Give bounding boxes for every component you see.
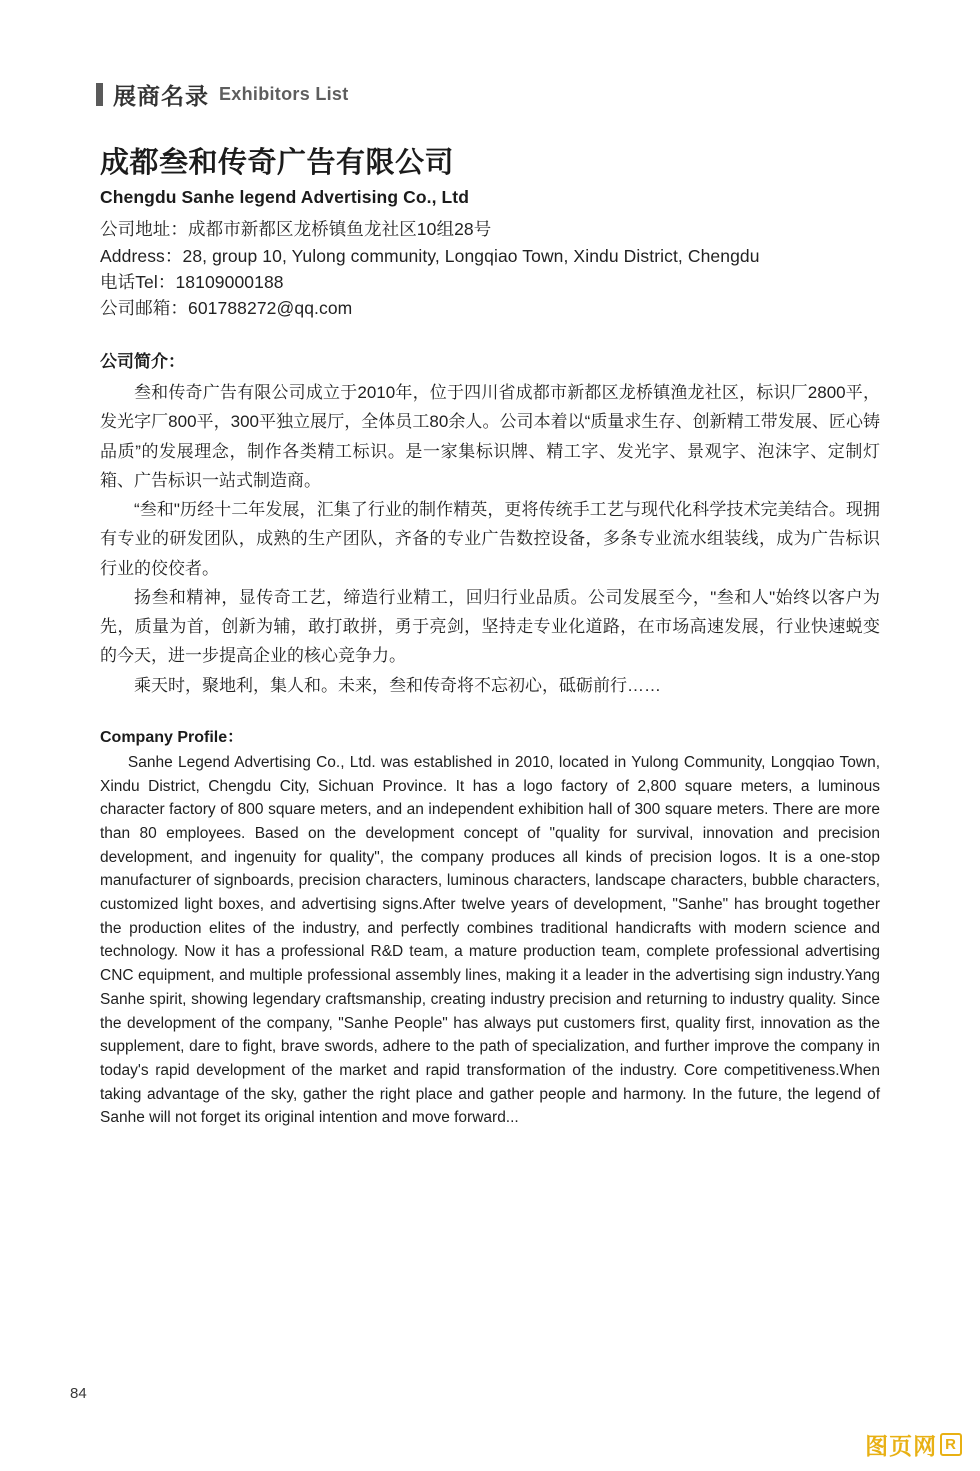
- company-address-cn: 公司地址：成都市新都区龙桥镇鱼龙社区10组28号: [100, 219, 492, 240]
- profile-paragraph-cn: 扬叁和精神，显传奇工艺，缔造行业精工，回归行业品质。公司发展至今，"叁和人"始终以客户为先，质量为首，创新为辅，敢打敢拼，勇于亮剑，坚持走专业化道路，在市场高速发展，行业快速蜕变的今天，进一步提高企业的核心竞争力。: [100, 587, 880, 666]
- profile-paragraph-cn: 叁和传奇广告有限公司成立于2010年，位于四川省成都市新都区龙桥镇渔龙社区，标识厂2800平，发光字厂800平，300平独立展厅，全体员工80余人。公司本着以“质量求生存、创新精工带发展、匠心铸品质”的发展理念，制作各类精工标识。是一家集标识牌、精工字、发光字、景观字、泡沫字、定制灯箱、广告标识一站式制造商。: [100, 383, 880, 490]
- profile-title-cn: 公司简介：: [100, 352, 185, 372]
- company-name-en: Chengdu Sanhe legend Advertising Co., Ltd: [100, 187, 470, 208]
- company-email: 公司邮箱：601788272@qq.com: [100, 298, 353, 318]
- watermark-registered-mark: R: [940, 1433, 962, 1456]
- profile-title-en: Company Profile：: [100, 728, 244, 746]
- profile-paragraph-cn: “叁和"历经十二年发展，汇集了行业的制作精英，更将传统手工艺与现代化科学技术完美结合。现拥有专业的研发团队，成熟的生产团队，齐备的专业广告数控设备，多条专业流水组装线，成为广告标识行业的佼佼者。: [100, 500, 880, 578]
- company-address-en: Address：28, group 10, Yulong community, Longqiao Town, Xindu District, Chengdu: [100, 245, 760, 266]
- page-number: 84: [70, 1385, 87, 1402]
- watermark-text: 图页网: [865, 1433, 938, 1459]
- watermark: [865, 1428, 962, 1461]
- company-name-cn: 成都叁和传奇广告有限公司: [100, 147, 455, 179]
- profile-paragraph-cn: 乘天时，聚地利，集人和。未来，叁和传奇将不忘初心，砥砺前行……: [134, 675, 661, 695]
- profile-paragraph-en: Sanhe Legend Advertising Co., Ltd. was established in 2010, located in Yulong Community, Longqiao Town, Xindu District, Chengdu City, Sichuan Province. It has a logo factory of 2,800 square meters, a luminous character factory of 800 square meters, and an independent exhibition hall of 300 square meters. There are more than 80 employees. Based on the development concept of "quality for survival, innovation and precision development, and ingenuity for quality", the company produces all kinds of precision logos. It is a one-stop manufacturer of signboards, precision characters, luminous characters, landscape characters, bubble characters, customized light boxes, and advertising signs.After twelve years of development, "Sanhe" has brought together the production elites of the industry, and perfectly combines traditional handicrafts with modern science and technology. Now it has a professional R&D team, a mature production team, complete professional advertising CNC equipment, and multiple professional assembly lines, making it a leader in the advertising sign industry.Yang Sanhe spirit, showing legendary craftsmanship, creating industry precision and returning to industry quality. Since the development of the company, "Sanhe People" has always put customers first, quality first, innovation as the supplement, dare to fight, brave swords, adhere to the path of specialization, and further improve the company in today's rapid development of the market and rapid transformation of the industry. Core competitiveness.When taking advantage of the sky, gather the right place and gather people and harmony. In the future, the legend of Sanhe will not forget its original intention and move forward...: [100, 753, 880, 1127]
- section-header: [96, 78, 349, 111]
- exhibitor-entry: [100, 145, 880, 1130]
- header-accent-bar: [96, 83, 103, 106]
- header-title-en: Exhibitors List: [219, 84, 349, 104]
- company-telephone: 电话Tel：18109000188: [100, 271, 284, 292]
- header-title-cn: 展商名录: [113, 83, 209, 109]
